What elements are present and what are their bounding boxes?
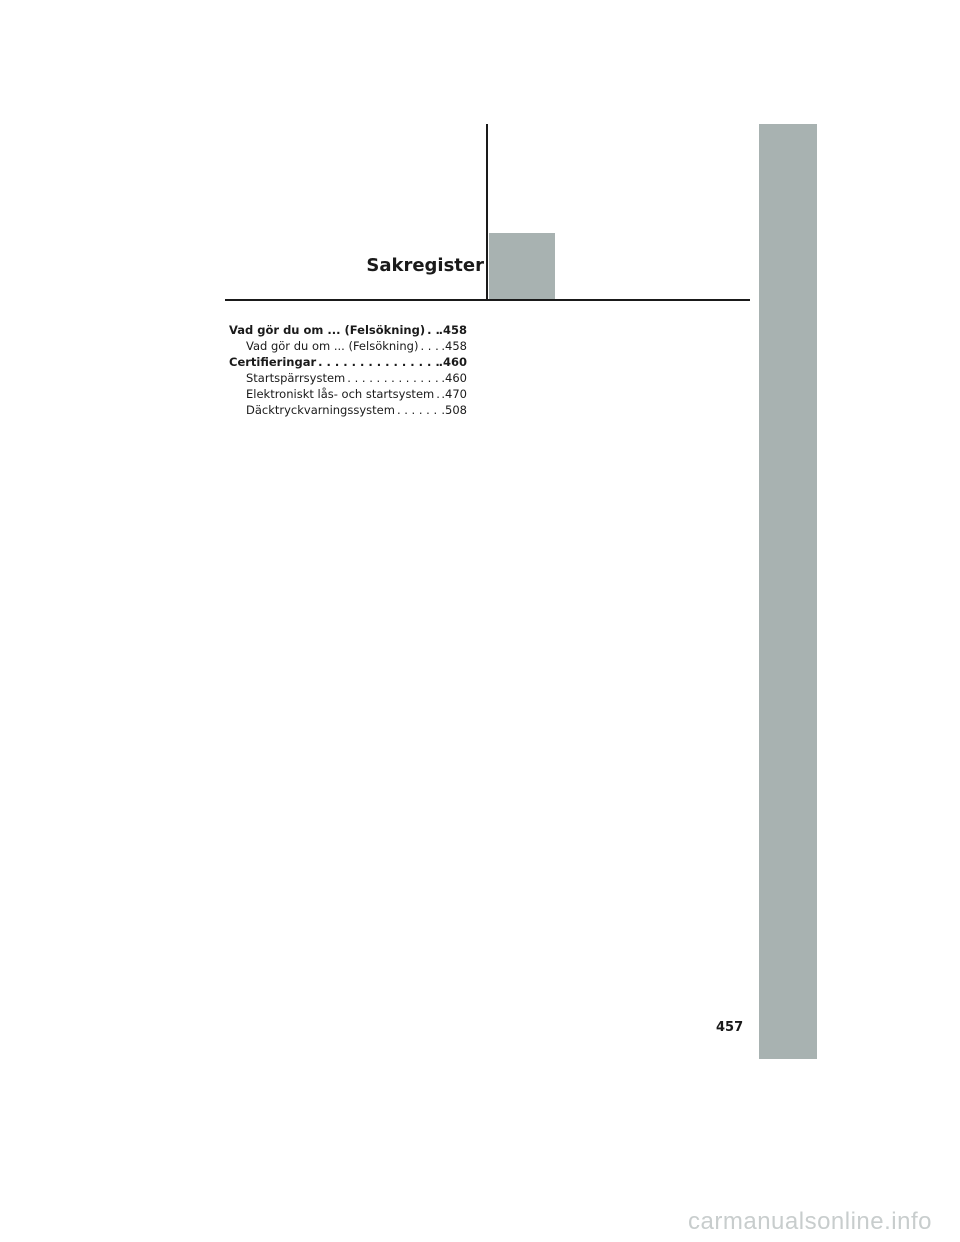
- toc-leader-dots: [345, 370, 441, 386]
- toc-entry[interactable]: [229, 338, 467, 354]
- toc-entry[interactable]: [229, 322, 467, 338]
- toc-leader-dots: [395, 402, 441, 418]
- side-thumb-tab: [759, 124, 817, 1059]
- toc-entry-page: .458: [441, 339, 467, 353]
- table-of-contents: [229, 322, 467, 418]
- toc-entry-page: .508: [441, 403, 467, 417]
- toc-leader-dots: [434, 386, 441, 402]
- toc-entry-page: .460: [438, 355, 467, 369]
- toc-entry[interactable]: [229, 402, 467, 418]
- toc-entry[interactable]: [229, 370, 467, 386]
- toc-entry-label: Startspärrsystem: [246, 371, 346, 385]
- toc-leader-dots: [418, 338, 441, 354]
- watermark: carmanualsonline.info: [688, 1208, 932, 1235]
- toc-entry[interactable]: [229, 354, 467, 370]
- toc-entry-label: Vad gör du om ... (Felsökning): [246, 339, 419, 353]
- toc-entry-label: Vad gör du om ... (Felsökning): [229, 323, 426, 337]
- toc-entry-label: Däcktryckvarningssystem: [246, 403, 395, 417]
- toc-entry-page: .458: [438, 323, 467, 337]
- section-title: Sakregister: [366, 255, 484, 276]
- page-number: 457: [716, 1020, 744, 1035]
- toc-leader-dots: [425, 322, 439, 338]
- toc-entry-page: .470: [441, 387, 467, 401]
- header-vertical-rule: [486, 124, 488, 300]
- header-horizontal-rule: [225, 299, 750, 301]
- toc-entry[interactable]: [229, 386, 467, 402]
- toc-leader-dots: [316, 354, 438, 370]
- header-gray-block: [489, 233, 555, 300]
- toc-entry-label: Elektroniskt lås- och startsystem: [246, 387, 435, 401]
- toc-entry-page: .460: [441, 371, 467, 385]
- toc-entry-label: Certifieringar: [229, 355, 317, 369]
